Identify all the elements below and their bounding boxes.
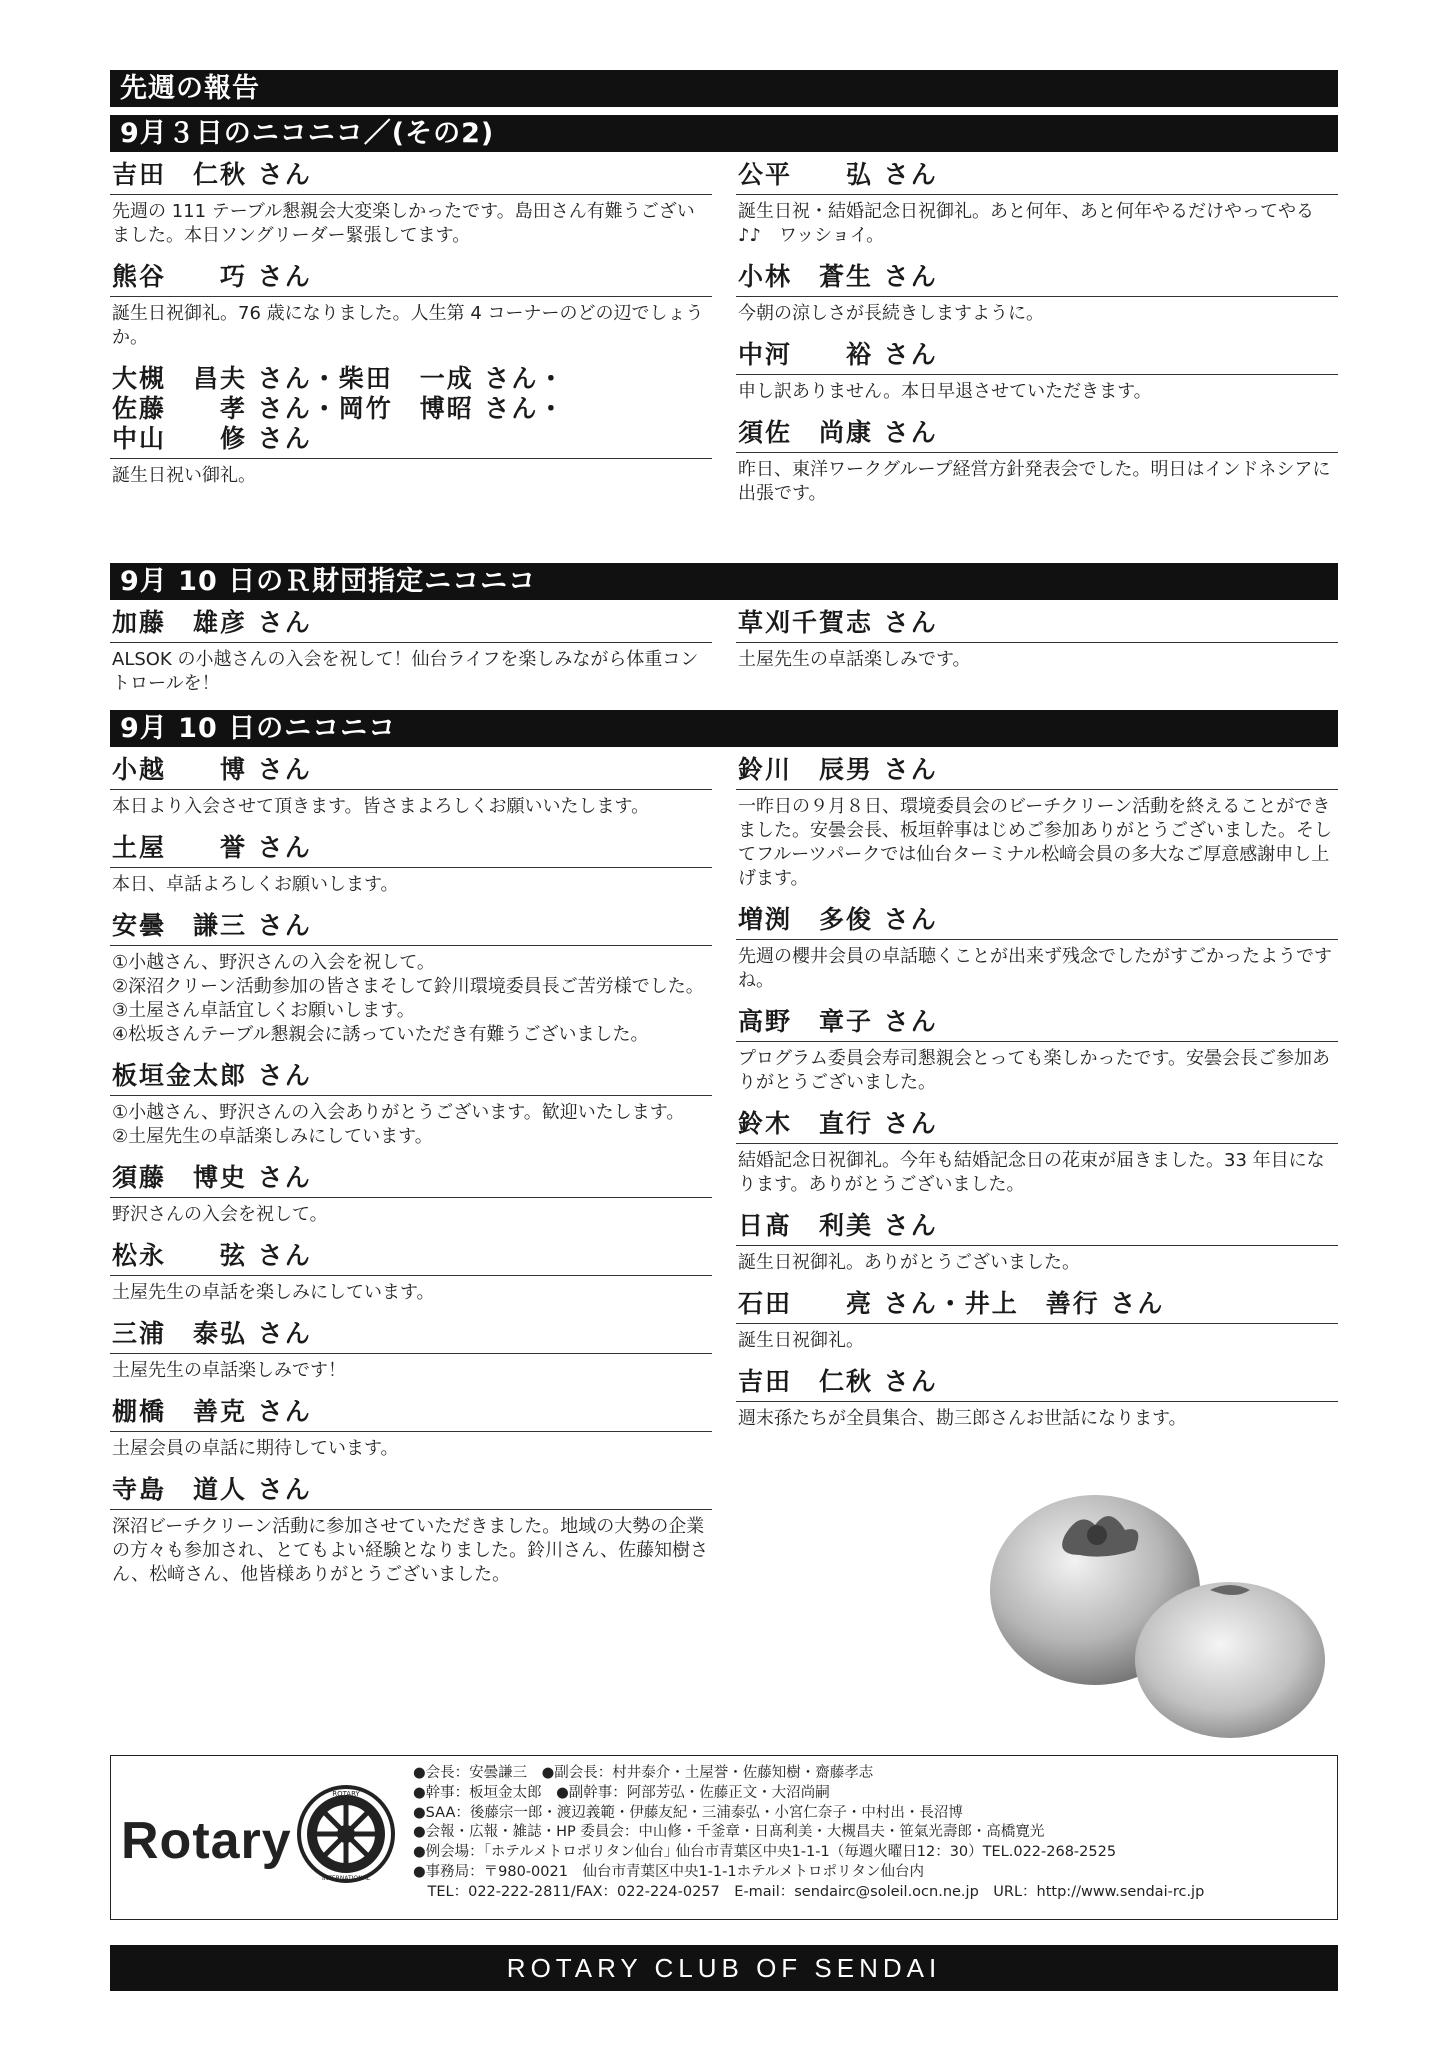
- member-message: [110, 1354, 712, 1389]
- rotary-wheel-icon: [296, 1784, 396, 1884]
- member-entry: [110, 1159, 712, 1233]
- member-entry: [736, 604, 1338, 678]
- footer-line: ●会報・広報・雑誌・HP 委員会：中山修・千釜章・日髙利美・大槻昌夫・笹氣光壽郎・高橋寛光: [413, 1824, 1045, 1841]
- member-name: 日髙 利美 さん: [736, 1207, 1338, 1246]
- message-line: ③土屋さん卓話宜しくお願いします。: [112, 1000, 415, 1021]
- member-name: 棚橋 善克 さん: [110, 1393, 712, 1432]
- member-entry: [110, 751, 712, 825]
- section-header-last-week: 先週の報告: [110, 70, 1338, 107]
- member-name: 高野 章子 さん: [736, 1003, 1338, 1042]
- member-name: 鈴木 直行 さん: [736, 1105, 1338, 1144]
- message-line: 今朝の涼しさが長続きしますように。: [738, 303, 1044, 324]
- member-entry: [110, 907, 712, 1053]
- footer-officer-list: [413, 1764, 1204, 1903]
- member-name: 増渕 多俊 さん: [736, 901, 1338, 940]
- member-entry: [736, 1285, 1338, 1359]
- member-message: [736, 1144, 1338, 1203]
- member-message: [736, 195, 1338, 254]
- message-line: ④松坂さんテーブル懇親会に誘っていただき有難うございました。: [112, 1024, 649, 1045]
- member-entry: [110, 1315, 712, 1389]
- member-name: 石田 亮 さん・井上 善行 さん: [736, 1285, 1338, 1324]
- member-message: [736, 790, 1338, 897]
- section-0910-left: [110, 747, 712, 1787]
- member-entry: [110, 258, 712, 356]
- section-0910-foundation-left: [110, 600, 712, 702]
- member-message: [110, 790, 712, 825]
- footer-line: ●例会場：｢ホテルメトロポリタン仙台｣ 仙台市青葉区中央1-1-1（毎週火曜日12：30）TEL.022-268-2525: [413, 1844, 1117, 1861]
- member-name: 吉田 仁秋 さん: [110, 156, 712, 195]
- member-message: [736, 940, 1338, 999]
- member-entry: [110, 829, 712, 903]
- member-message: [110, 1096, 712, 1155]
- message-line: 土屋会員の卓話に期待しています。: [112, 1438, 399, 1459]
- member-name: 小越 博 さん: [110, 751, 712, 790]
- member-message: [736, 1324, 1338, 1359]
- footer-line: ●事務局：〒980-0021 仙台市青葉区中央1-1-1ホテルメトロポリタン仙台内: [413, 1863, 924, 1880]
- message-line: 昨日、東洋ワークグループ経営方針発表会でした。明日はインドネシアに出張です。: [738, 459, 1331, 504]
- message-line: 先週の 111 テーブル懇親会大変楽しかったです。島田さん有難うございました。本日ソングリーダー緊張してます。: [112, 201, 695, 246]
- member-entry: [110, 156, 712, 254]
- member-entry: [736, 1207, 1338, 1281]
- message-line: 結婚記念日祝御礼。今年も結婚記念日の花束が届きました。33 年目になります。ありがとうございました。: [738, 1150, 1325, 1195]
- message-line: 本日より入会させて頂きます。皆さまよろしくお願いいたします。: [112, 796, 650, 817]
- footer-info-box: [110, 1755, 1338, 1920]
- wheel-top-text: ROTARY: [332, 1790, 360, 1798]
- club-name-bar: ROTARY CLUB OF SENDAI: [110, 1945, 1338, 1991]
- footer-line: ●幹事：板垣金太郎 ●副幹事：阿部芳弘・佐藤正文・大沼尚嗣: [413, 1784, 830, 1801]
- footer-line: ●会長：安曇謙三 ●副会長：村井泰介・土屋誉・佐藤知樹・齋藤孝志: [413, 1765, 874, 1781]
- member-name: 須佐 尚康 さん: [736, 414, 1338, 453]
- member-entry: [110, 1057, 712, 1155]
- section-0903-right: [736, 152, 1338, 555]
- member-message: [110, 643, 712, 702]
- section-0910-foundation-right: [736, 600, 1338, 702]
- member-message: [736, 453, 1338, 512]
- member-message: [110, 297, 712, 356]
- member-message: [736, 1246, 1338, 1281]
- member-entry: [736, 258, 1338, 332]
- message-line: 土屋先生の卓話楽しみです。: [738, 649, 971, 670]
- member-name: 加藤 雄彦 さん: [110, 604, 712, 643]
- member-message: [110, 946, 712, 1053]
- message-line: 誕生日祝御礼。ありがとうございました。: [738, 1252, 1080, 1273]
- message-line: 一昨日の９月８日、環境委員会のビーチクリーン活動を終えることができました。安曇会長、板垣幹事はじめご参加ありがとうございました。そしてフルーツパークでは仙台ターミナル松﨑会員の多大なご厚意感謝申し上げます。: [738, 796, 1332, 889]
- member-message: [110, 868, 712, 903]
- section-title-0903: 9月３日のニコニコ／(その2): [110, 115, 1338, 152]
- footer-line: TEL：022-222-2811/FAX：022-224-0257 E-mail：sendairc@soleil.ocn.ne.jp URL：http://www.sendai-rc.jp: [413, 1883, 1205, 1900]
- message-line: 土屋先生の卓話楽しみです！: [112, 1360, 346, 1381]
- member-name: 須藤 博史 さん: [110, 1159, 712, 1198]
- member-name: 板垣金太郎 さん: [110, 1057, 712, 1096]
- member-message: [110, 1432, 712, 1467]
- member-name: 吉田 仁秋 さん: [736, 1363, 1338, 1402]
- message-line: ②深沼クリーン活動参加の皆さまそして鈴川環境委員長ご苦労様でした。: [112, 976, 704, 997]
- member-entry: [110, 604, 712, 702]
- member-name: 鈴川 辰男 さん: [736, 751, 1338, 790]
- rotary-logo-text: Rotary: [121, 1812, 292, 1870]
- message-line: 誕生日祝御礼。76 歳になりました。人生第 4 コーナーのどの辺でしょうか。: [112, 303, 704, 348]
- member-message: [110, 1510, 712, 1593]
- member-entry: [736, 1105, 1338, 1203]
- member-entry: [110, 1471, 712, 1593]
- member-entry: [110, 1393, 712, 1467]
- section-0910-foundation: [110, 563, 1338, 702]
- section-0903: [110, 115, 1338, 555]
- member-entry: [736, 1363, 1338, 1437]
- footer-line: ●SAA：後藤宗一郎・渡辺義範・伊藤友紀・三浦泰弘・小宮仁奈子・中村出・長沼博: [413, 1804, 963, 1821]
- member-entry: [736, 751, 1338, 897]
- member-message: [110, 459, 712, 494]
- message-line: 本日、卓話よろしくお願いします。: [112, 874, 399, 895]
- member-message: [736, 1042, 1338, 1101]
- message-line: 誕生日祝い御礼。: [112, 465, 256, 486]
- member-name: 公平 弘 さん: [736, 156, 1338, 195]
- message-line: 誕生日祝御礼。: [738, 1330, 864, 1351]
- message-line: 深沼ビーチクリーン活動に参加させていただきました。地域の大勢の企業の方々も参加され、とてもよい経験となりました。鈴川さん、佐藤知樹さん、松﨑さん、他皆様ありがとうございました。: [112, 1516, 709, 1585]
- message-line: プログラム委員会寿司懇親会とっても楽しかったです。安曇会長ご参加ありがとうございました。: [738, 1048, 1331, 1093]
- persimmon-illustration-icon: [985, 1480, 1325, 1740]
- section-0903-left: [110, 152, 712, 555]
- member-message: [110, 1198, 712, 1233]
- member-message: [110, 195, 712, 254]
- member-entry: [736, 414, 1338, 512]
- member-name: 安曇 謙三 さん: [110, 907, 712, 946]
- member-name: 土屋 誉 さん: [110, 829, 712, 868]
- message-line: ALSOK の小越さんの入会を祝して！仙台ライフを楽しみながら体重コントロールを！: [112, 649, 699, 694]
- member-name: 熊谷 巧 さん: [110, 258, 712, 297]
- member-message: [736, 297, 1338, 332]
- member-message: [110, 1276, 712, 1311]
- member-name: 草刈千賀志 さん: [736, 604, 1338, 643]
- message-line: ①小越さん、野沢さんの入会を祝して。: [112, 952, 435, 973]
- member-name: 三浦 泰弘 さん: [110, 1315, 712, 1354]
- member-name: 松永 弦 さん: [110, 1237, 712, 1276]
- member-name: 小林 蒼生 さん: [736, 258, 1338, 297]
- member-name: 寺島 道人 さん: [110, 1471, 712, 1510]
- member-entry: [110, 1237, 712, 1311]
- member-entry: [736, 336, 1338, 410]
- section-title-0910: 9月 10 日のニコニコ: [110, 710, 1338, 747]
- member-name: 中河 裕 さん: [736, 336, 1338, 375]
- message-line: 誕生日祝・結婚記念日祝御礼。あと何年、あと何年やるだけやってやる♪♪ ワッショイ。: [738, 201, 1314, 246]
- section-title-0910-foundation: 9月 10 日のＲ財団指定ニコニコ: [110, 563, 1338, 600]
- message-line: 野沢さんの入会を祝して。: [112, 1204, 328, 1225]
- message-line: 申し訳ありません。本日早退させていただきます。: [738, 381, 1152, 402]
- message-line: ①小越さん、野沢さんの入会ありがとうございます。歓迎いたします。: [112, 1102, 685, 1123]
- member-entry: [736, 1003, 1338, 1101]
- member-message: [736, 643, 1338, 678]
- message-line: 先週の櫻井会員の卓話聴くことが出来ず残念でしたがすごかったようですね。: [738, 946, 1332, 991]
- member-name: 大槻 昌夫 さん・柴田 一成 さん・ 佐藤 孝 さん・岡竹 博昭 さん・ 中山 修 さん: [110, 360, 712, 459]
- message-line: 土屋先生の卓話を楽しみにしています。: [112, 1282, 435, 1303]
- member-entry: [736, 156, 1338, 254]
- member-message: [736, 375, 1338, 410]
- wheel-bottom-text: INTERNATIONAL: [321, 1875, 371, 1882]
- member-entry: [736, 901, 1338, 999]
- member-entry: [110, 360, 712, 494]
- message-line: 週末孫たちが全員集合、勘三郎さんお世話になります。: [738, 1408, 1187, 1429]
- member-message: [736, 1402, 1338, 1437]
- message-line: ②土屋先生の卓話楽しみにしています。: [112, 1126, 433, 1147]
